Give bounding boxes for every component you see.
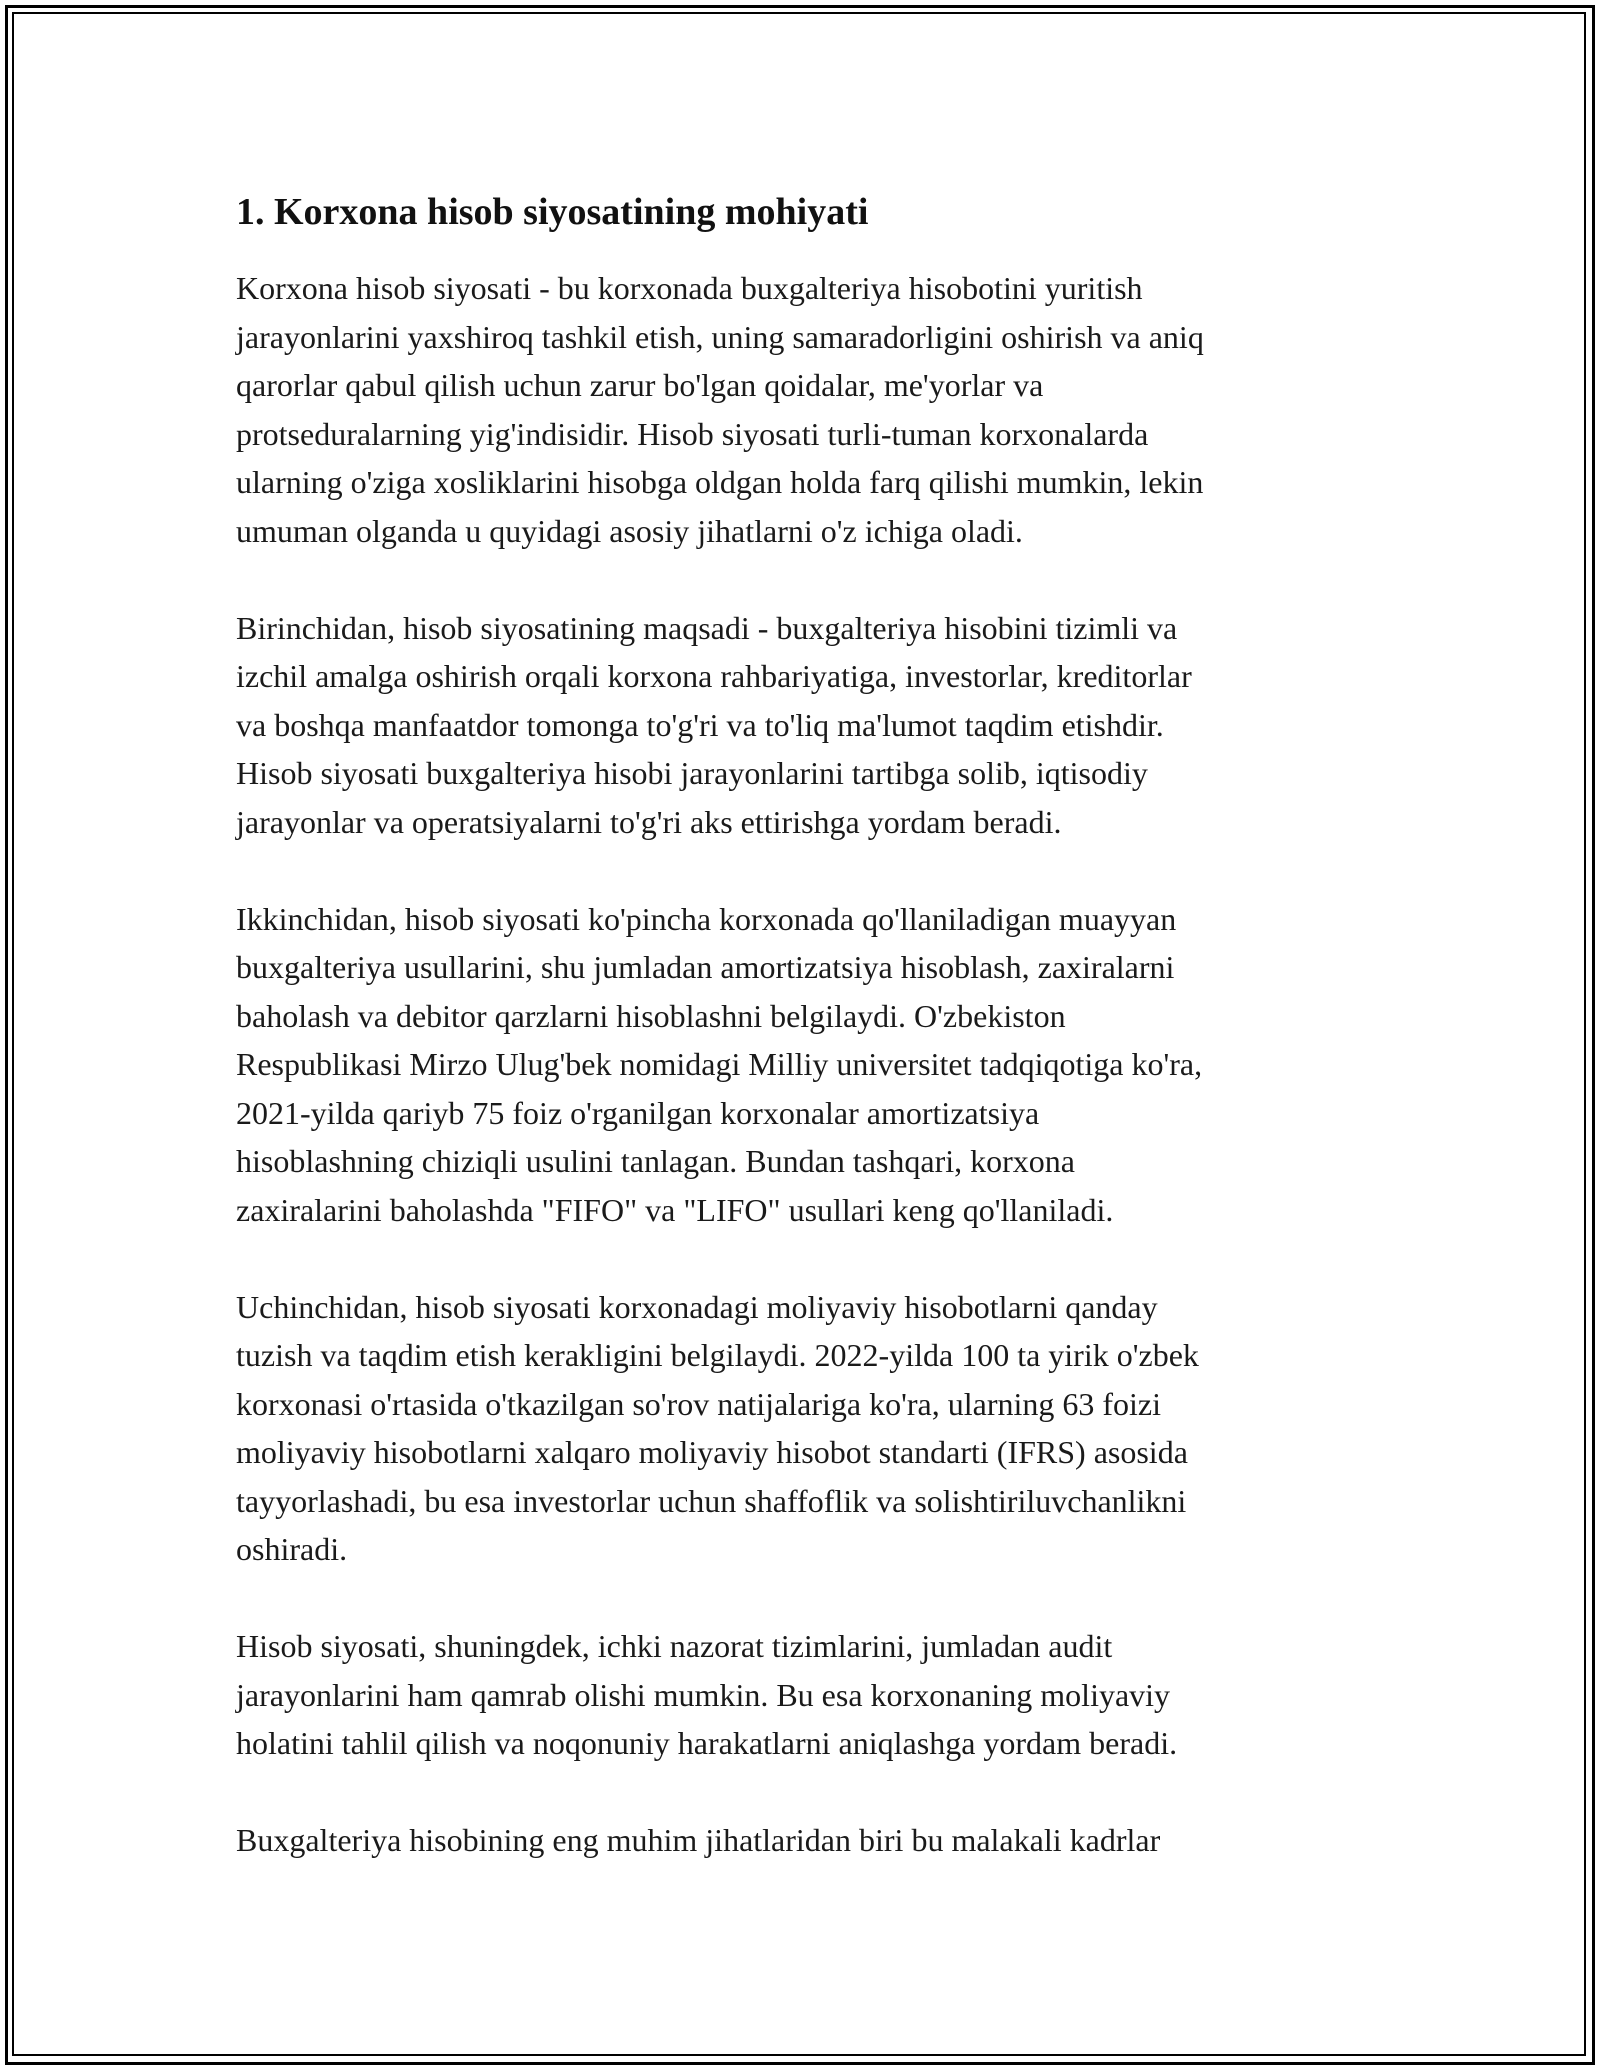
text-line: oshiradi.	[236, 1531, 348, 1567]
text-line: jarayonlar va operatsiyalarni to'g'ri aks ettirishga yordam beradi.	[236, 803, 1062, 840]
paragraph	[236, 264, 1366, 555]
paragraph	[236, 1622, 1366, 1768]
text-line: holatini tahlil qilish va noqonuniy harakatlarni aniqlashga yordam beradi.	[236, 1725, 1178, 1761]
text-line: Hisob siyosati, shuningdek, ichki nazorat tizimlarini, jumladan audit	[236, 1628, 1113, 1664]
text-line: protseduralarning yig'indisidir. Hisob siyosati turli-tuman korxonalarda	[236, 415, 1149, 452]
text-line: qarorlar qabul qilish uchun zarur bo'lgan qoidalar, me'yorlar va	[236, 367, 1044, 403]
paragraph	[236, 1816, 1366, 1865]
text-line: tayyorlashadi, bu esa investorlar uchun shaffoflik va solishtiriluvchanlikni	[236, 1482, 1187, 1519]
paragraph	[236, 1283, 1366, 1574]
text-line: jarayonlarini yaxshiroq tashkil etish, uning samaradorligini oshirish va aniq	[236, 318, 1204, 355]
text-line: ularning o'ziga xosliklarini hisobga oldgan holda farq qilishi mumkin, lekin	[236, 464, 1204, 500]
page-title: 1. Korxona hisob siyosatining mohiyati	[236, 191, 869, 233]
document-body	[236, 184, 1366, 1913]
text-line: umuman olganda u quyidagi asosiy jihatlarni o'z ichiga oladi.	[236, 512, 1023, 549]
text-line: jarayonlarini ham qamrab olishi mumkin. Bu esa korxonaning moliyaviy	[236, 1676, 1171, 1713]
paragraph	[236, 895, 1366, 1235]
text-line: 2021-yilda qariyb 75 foiz o'rganilgan korxonalar amortizatsiya	[236, 1094, 1040, 1131]
paragraph	[236, 604, 1366, 847]
text-line: zaxiralarini baholashda "FIFO" va "LIFO" usullari keng qo'llaniladi.	[236, 1191, 1114, 1228]
text-line: Respublikasi Mirzo Ulug'bek nomidagi Milliy universitet tadqiqotiga ko'ra,	[236, 1046, 1203, 1082]
text-line: moliyaviy hisobotlarni xalqaro moliyaviy hisobot standarti (IFRS) asosida	[236, 1434, 1188, 1470]
text-line: Korxona hisob siyosati - bu korxonada buxgalteriya hisobotini yuritish	[236, 270, 1143, 306]
paragraph-list	[236, 264, 1366, 1865]
text-line: Uchinchidan, hisob siyosati korxonadagi moliyaviy hisobotlarni qanday	[236, 1288, 1158, 1325]
text-line: tuzish va taqdim etish kerakligini belgilaydi. 2022-yilda 100 ta yirik o'zbek	[236, 1337, 1199, 1373]
text-line: Buxgalteriya hisobining eng muhim jihatlaridan biri bu malakali kadrlar	[236, 1822, 1161, 1858]
text-line: Hisob siyosati buxgalteriya hisobi jarayonlarini tartibga solib, iqtisodiy	[236, 755, 1148, 791]
text-line: baholash va debitor qarzlarni hisoblashni belgilaydi. O'zbekiston	[236, 997, 1066, 1034]
text-line: izchil amalga oshirish orqali korxona rahbariyatiga, investorlar, kreditorlar	[236, 658, 1192, 694]
text-line: va boshqa manfaatdor tomonga to'g'ri va to'liq ma'lumot taqdim etishdir.	[236, 706, 1164, 743]
text-line: korxonasi o'rtasida o'tkazilgan so'rov natijalariga ko'ra, ularning 63 foizi	[236, 1385, 1162, 1422]
text-line: hisoblashning chiziqli usulini tanlagan. Bundan tashqari, korxona	[236, 1143, 1075, 1179]
text-line: Ikkinchidan, hisob siyosati ko'pincha korxonada qo'llaniladigan muayyan	[236, 900, 1177, 937]
text-line: Birinchidan, hisob siyosatining maqsadi - buxgalteriya hisobini tizimli va	[236, 609, 1178, 646]
text-line: buxgalteriya usullarini, shu jumladan amortizatsiya hisoblash, zaxiralarni	[236, 949, 1175, 985]
